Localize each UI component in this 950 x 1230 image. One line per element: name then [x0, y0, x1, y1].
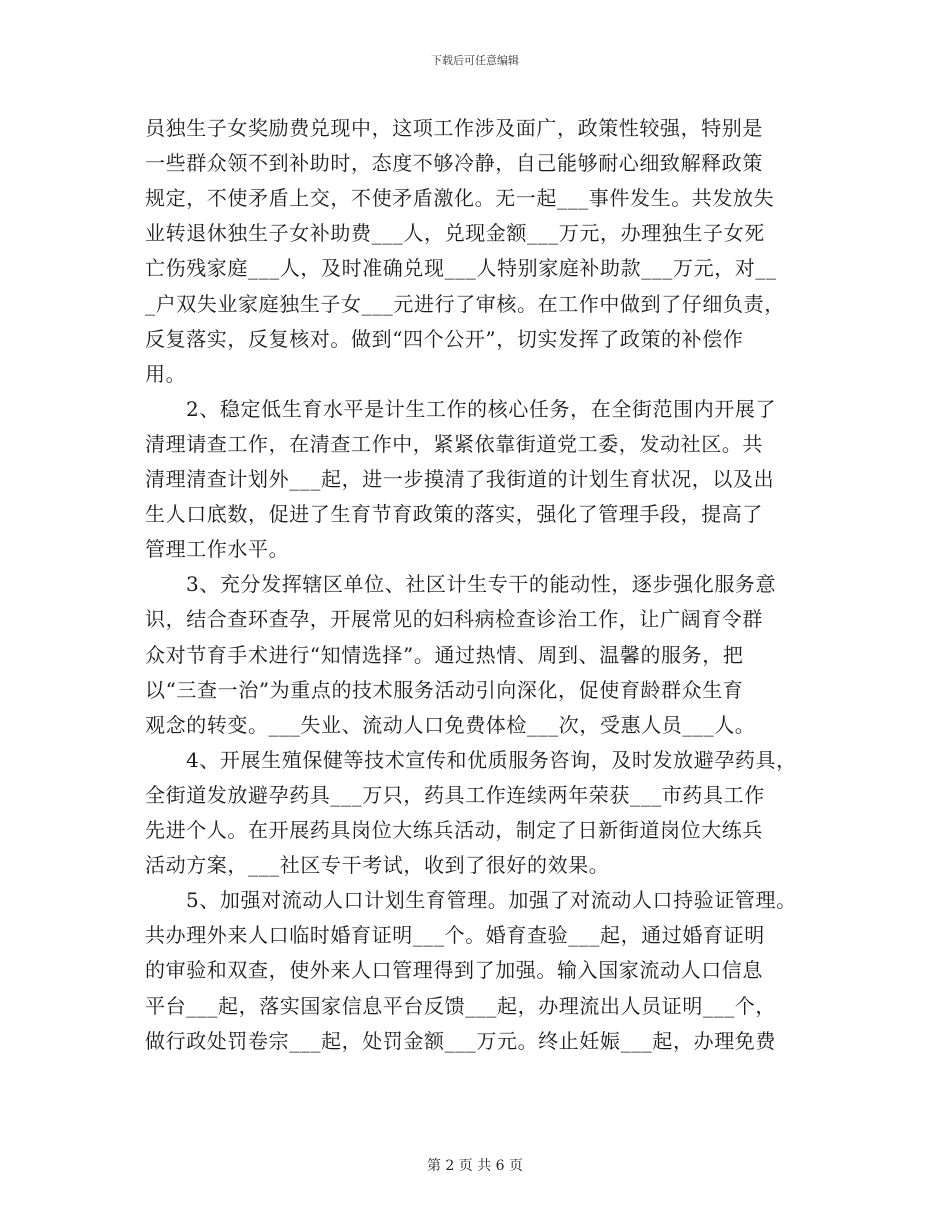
text-line: 2、稳定低生育水平是计生工作的核心任务，在全街范围内开展了: [186, 397, 777, 421]
text-line: 观念的转变。___失业、流动人口免费体检___次，受惠人员___人。: [145, 713, 756, 737]
page-header: 下载后可任意编辑: [431, 54, 519, 67]
page-footer: 第 2 页 共 6 页: [426, 1158, 524, 1174]
text-line: 以“三查一治”为重点的技术服务活动引向深化，促使育龄群众生育: [145, 678, 744, 702]
text-line: 识，结合查环查孕，开展常见的妇科病检查诊治工作，让广阔育令群: [145, 607, 763, 631]
text-line: 3、充分发挥辖区单位、社区计生专干的能动性，逐步强化服务意: [186, 572, 777, 596]
text-line: 众对节育手术进行“知情选择”。通过热情、周到、温馨的服务，把: [145, 643, 744, 667]
text-line: 一些群众领不到补助时，态度不够冷静，自己能够耐心细致解释政策: [145, 151, 763, 175]
text-line: 清理请查工作，在清查工作中，紧紧依靠街道党工委，发动社区。共: [145, 432, 763, 456]
text-line: 4、开展生殖保健等技术宣传和优质服务咨询，及时发放避孕药具，: [186, 748, 797, 772]
text-line: 业转退休独生子女补助费___人，兑现金额___万元，办理独生子女死: [145, 221, 765, 245]
text-line: 活动方案，___社区专干考试，收到了很好的效果。: [145, 853, 610, 877]
text-line: 反复落实，反复核对。做到“四个公开”，切实发挥了政策的补偿作: [145, 327, 744, 351]
text-line: 生人口底数，促进了生育节育政策的落实，强化了管理手段，提高了: [145, 502, 763, 526]
text-line: 员独生子女奖励费兑现中，这项工作涉及面广，政策性较强，特别是: [145, 116, 763, 140]
text-line: 平台___起，落实国家信息平台反馈___起，办理流出人员证明___个，: [145, 994, 776, 1018]
text-line: 共办理外来人口临时婚育证明___个。婚育查验___起，通过婚育证明: [145, 923, 765, 947]
text-line: 全街道发放避孕药具___万只，药具工作连续两年荣获___市药具工作: [145, 783, 765, 807]
text-line: _户双失业家庭独生子女___元进行了审核。在工作中做到了仔细负责，: [145, 292, 785, 316]
text-line: 亡伤残家庭___人，及时准确兑现___人特别家庭补助款___万元，对__: [145, 256, 777, 280]
text-line: 清理清查计划外___起，进一步摸清了我街道的计划生育状况，以及出: [145, 467, 775, 491]
text-line: 用。: [145, 362, 187, 386]
text-line: 先进个人。在开展药具岗位大练兵活动，制定了日新街道岗位大练兵: [145, 818, 763, 842]
text-line: 的审验和双查，使外来人口管理得到了加强。输入国家流动人口信息: [145, 958, 763, 982]
text-line: 做行政处罚卷宗___起，处罚金额___万元。终止妊娠___起，办理免费: [145, 1029, 776, 1053]
text-line: 管理工作水平。: [145, 537, 290, 561]
text-line: 5、加强对流动人口计划生育管理。加强了对流动人口持验证管理。: [186, 888, 797, 912]
text-line: 规定，不使矛盾上交，不使矛盾激化。无一起___事件发生。共发放失: [145, 186, 775, 210]
